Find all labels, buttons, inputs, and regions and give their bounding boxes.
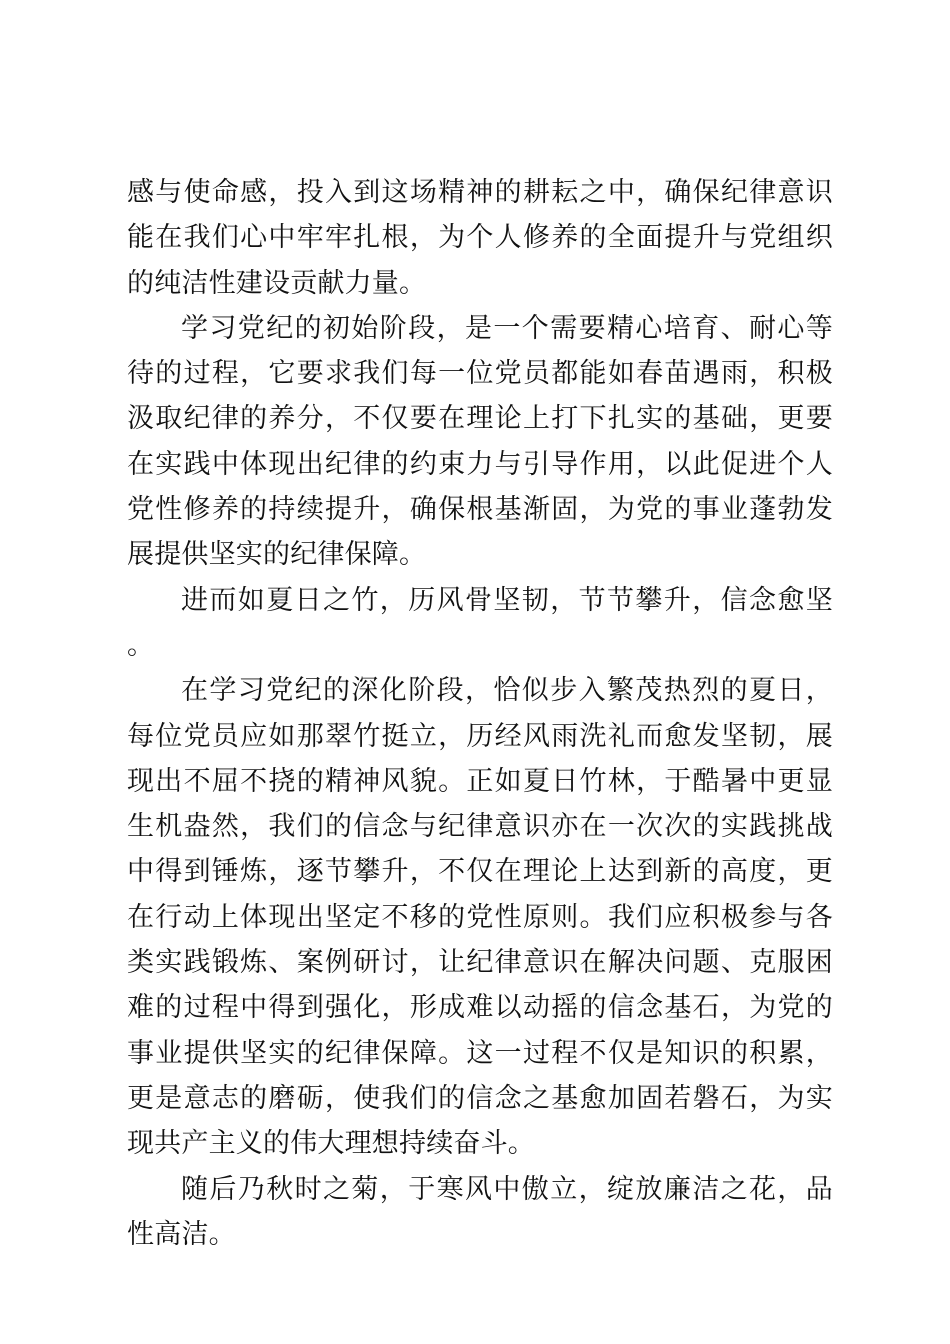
paragraph-2: 学习党纪的初始阶段，是一个需要精心培育、耐心等待的过程，它要求我们每一位党员都能如春苗遇雨，积极汲取纪律的养分，不仅要在理论上打下扎实的基础，更要在实践中体现出纪律的约束力与引导作用，以此促进个人党性修养的持续提升，确保根基渐固，为党的事业蓬勃发展提供坚实的纪律保障。 (127, 312, 833, 571)
paragraph-1: 感与使命感，投入到这场精神的耕耘之中，确保纪律意识能在我们心中牢牢扎根，为个人修养的全面提升与党组织的纯洁性建设贡献力量。 (127, 177, 833, 299)
paragraph-4: 在学习党纪的深化阶段，恰似步入繁茂热烈的夏日，每位党员应如那翠竹挺立，历经风雨洗礼而愈发坚韧，展现出不屈不挠的精神风貌。正如夏日竹林，于酷暑中更显生机盎然，我们的信念与纪律意识亦在一次次的实践挑战中得到锤炼，逐节攀升，不仅在理论上达到新的高度，更在行动上体现出坚定不移的党性原则。我们应积极参与各类实践锻炼、案例研讨，让纪律意识在解决问题、克服困难的过程中得到强化，形成难以动摇的信念基石，为党的事业提供坚实的纪律保障。这一过程不仅是知识的积累，更是意志的磨砺，使我们的信念之基愈加固若磐石，为实现共产主义的伟大理想持续奋斗。 (127, 675, 833, 1160)
document-body (127, 170, 833, 1257)
paragraph-5: 随后乃秋时之菊，于寒风中傲立，绽放廉洁之花，品性高洁。 (127, 1173, 833, 1250)
paragraph-3: 进而如夏日之竹，历风骨坚韧，节节攀升，信念愈坚。 (127, 584, 833, 661)
